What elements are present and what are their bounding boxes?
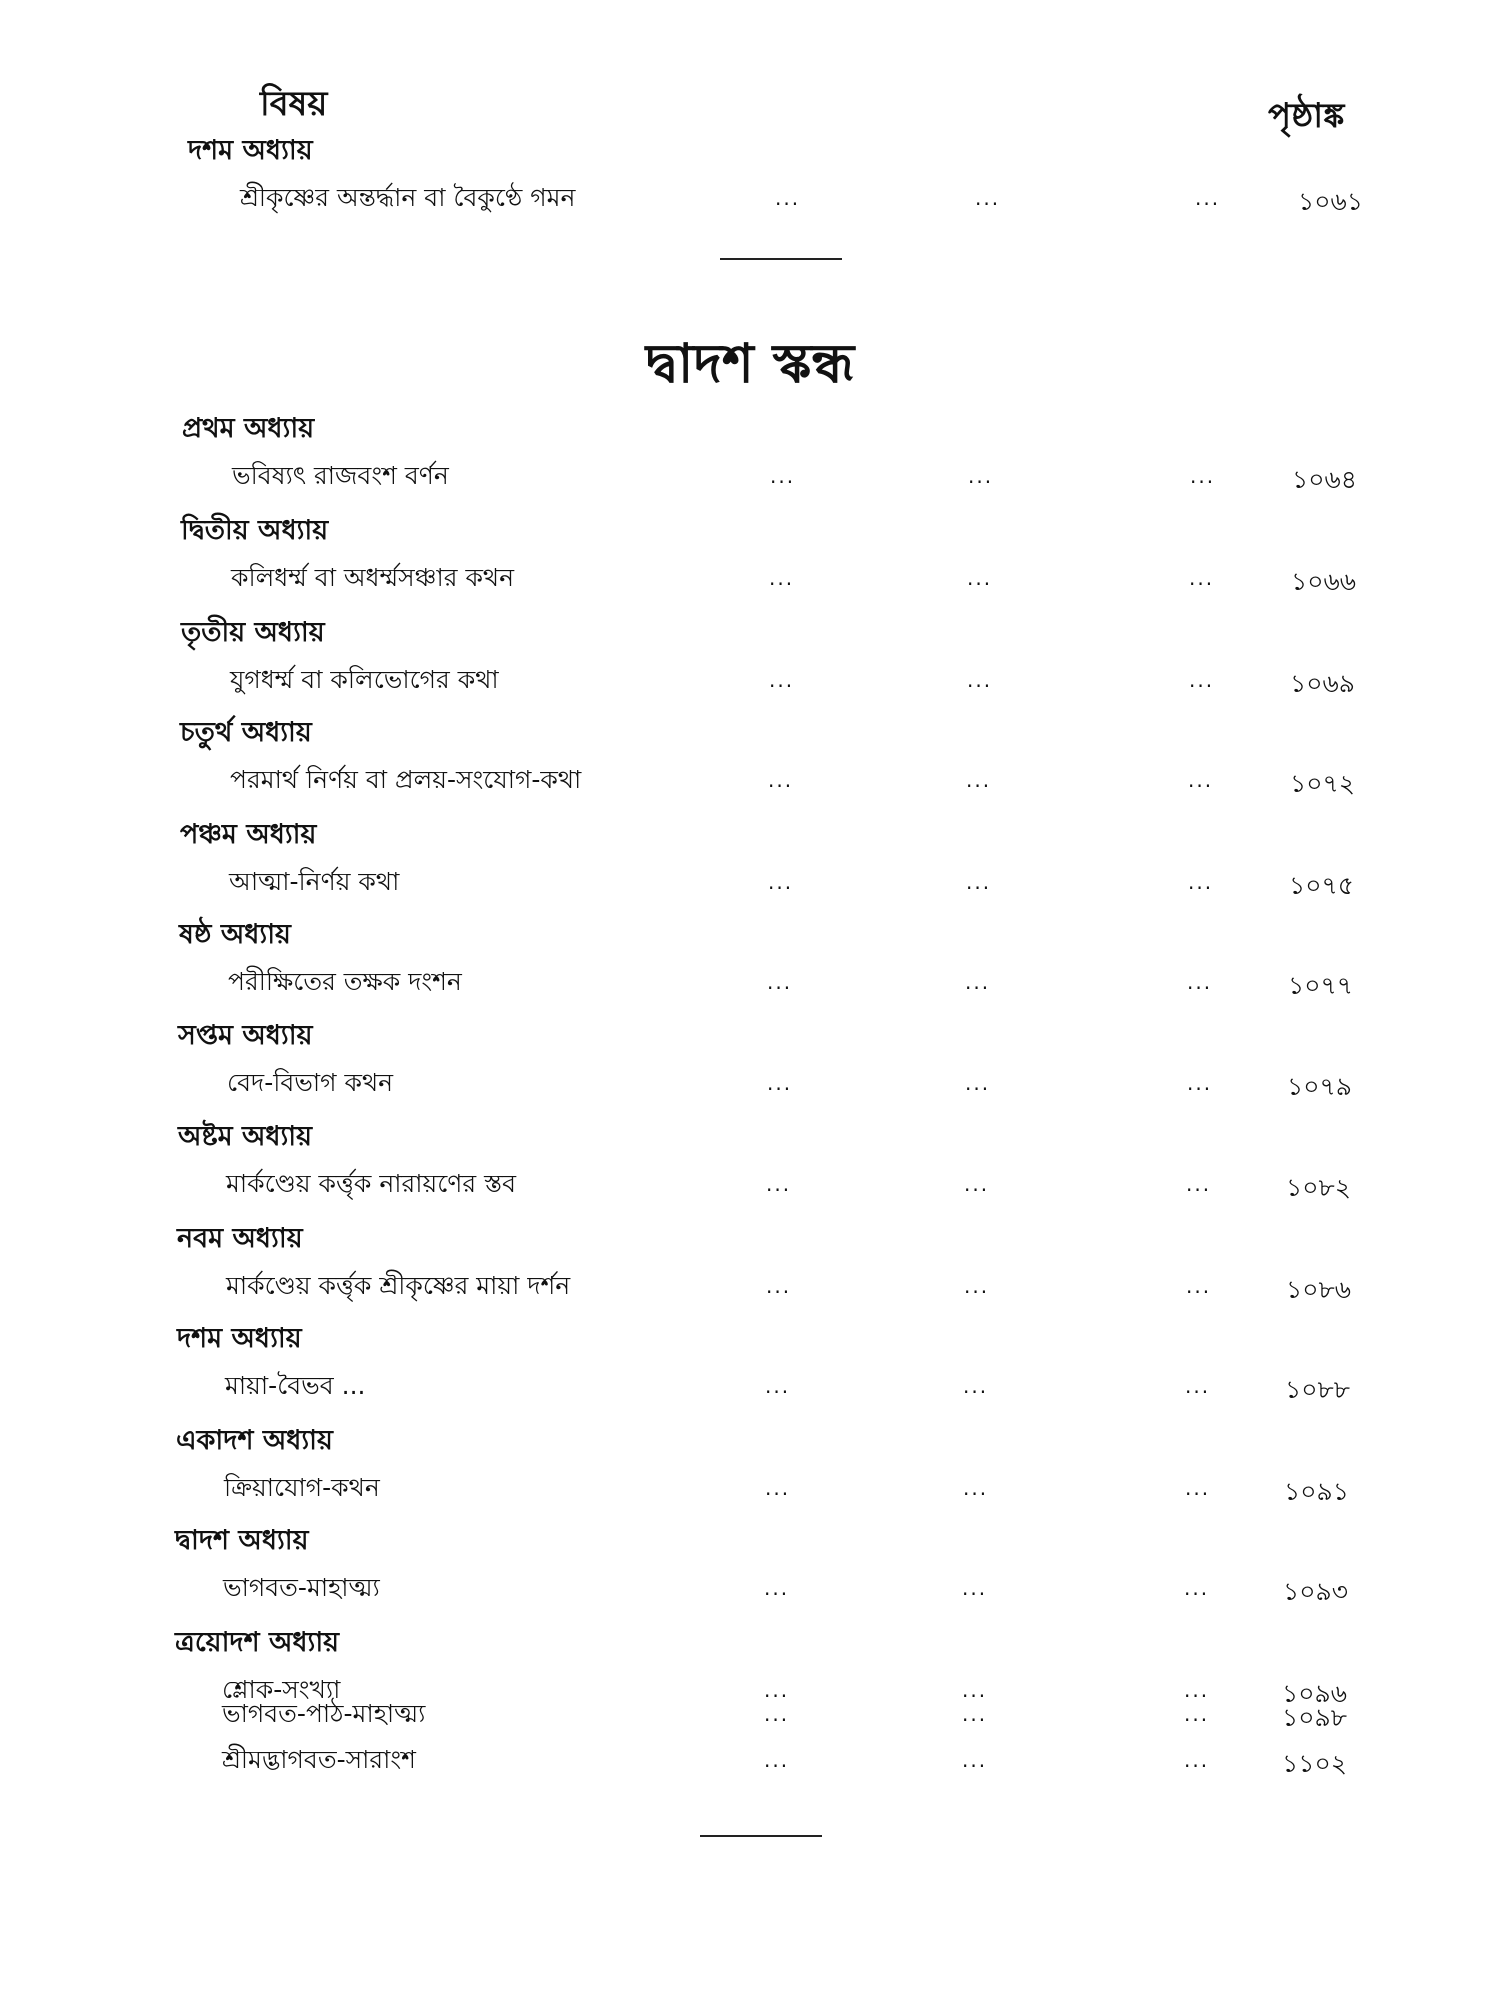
dot-leader: ... xyxy=(964,1172,990,1196)
toc-entry-text: মার্কণ্ডেয় কর্ত্তৃক নারায়ণের স্তব xyxy=(226,1169,516,1198)
dot-leader: ... xyxy=(967,668,993,692)
dot-leader: ... xyxy=(770,464,796,488)
chapter-title: দশম অধ্যায় xyxy=(188,135,313,166)
chapter-title: প্রথম অধ্যায় xyxy=(182,413,315,444)
dot-leader: ... xyxy=(975,186,1001,210)
toc-entry-text: শ্রীকৃষ্ণের অন্তর্দ্ধান বা বৈকুণ্ঠে গমন xyxy=(240,183,576,212)
dot-leader: ... xyxy=(967,566,993,590)
dot-leader: ... xyxy=(1188,870,1214,894)
toc-entry-text: বেদ-বিভাগ কথন xyxy=(227,1068,394,1097)
dot-leader: ... xyxy=(1186,1172,1212,1196)
dot-leader: ... xyxy=(764,1576,790,1600)
chapter-title: অষ্টম অধ্যায় xyxy=(178,1121,313,1152)
dot-leader: ... xyxy=(964,1274,990,1298)
page-number: ১০৭২ xyxy=(1290,769,1355,798)
page-number: ১০৯৮ xyxy=(1282,1703,1347,1732)
dot-leader: ... xyxy=(769,566,795,590)
dot-leader: ... xyxy=(1189,668,1215,692)
page-number: ১০৯৩ xyxy=(1283,1577,1348,1606)
toc-entry-text: শ্রীমদ্ভাগবত-সারাংশ xyxy=(222,1745,416,1774)
dot-leader: ... xyxy=(768,870,794,894)
section-title: দ্বাদশ স্কন্ধ xyxy=(645,332,855,395)
dot-leader: ... xyxy=(962,1576,988,1600)
dot-leader: ... xyxy=(1185,1476,1211,1500)
dot-leader: ... xyxy=(1185,1374,1211,1398)
dot-leader: ... xyxy=(965,970,991,994)
chapter-title: নবম অধ্যায় xyxy=(177,1223,303,1254)
chapter-title: একাদশ অধ্যায় xyxy=(176,1425,333,1456)
dot-leader: ... xyxy=(767,970,793,994)
dot-leader: ... xyxy=(962,1678,988,1702)
chapter-title: সপ্তম অধ্যায় xyxy=(178,1020,313,1051)
dot-leader: ... xyxy=(1184,1678,1210,1702)
dot-leader: ... xyxy=(962,1748,988,1772)
toc-entry-text: ভবিষ্যৎ রাজবংশ বর্ণন xyxy=(232,461,449,490)
dot-leader: ... xyxy=(1184,1748,1210,1772)
toc-entry-text: পরীক্ষিতের তক্ষক দংশন xyxy=(228,967,462,996)
dot-leader: ... xyxy=(764,1702,790,1726)
page-number: ১০৬৬ xyxy=(1291,567,1356,596)
dot-leader: ... xyxy=(1190,464,1216,488)
dot-leader: ... xyxy=(965,1071,991,1095)
toc-entry-text: কলিধর্ম্ম বা অধর্ম্মসঞ্চার কথন xyxy=(231,563,515,592)
dot-leader: ... xyxy=(1184,1702,1210,1726)
page-number: ১০৮২ xyxy=(1286,1173,1351,1202)
dot-leader: ... xyxy=(775,186,801,210)
dot-leader: ... xyxy=(963,1476,989,1500)
page-number: ১০৮৮ xyxy=(1285,1375,1350,1404)
dot-leader: ... xyxy=(1188,768,1214,792)
toc-entry-text: আত্মা-নির্ণয় কথা xyxy=(229,867,400,896)
page-column-header: পৃষ্ঠাঙ্ক xyxy=(1268,96,1345,136)
chapter-title: তৃতীয় অধ্যায় xyxy=(181,617,325,648)
toc-entry-text: মায়া-বৈভব ... xyxy=(225,1371,366,1400)
toc-entry-text: পরমার্থ নির্ণয় বা প্রলয়-সংযোগ-কথা xyxy=(230,765,582,794)
page-number: ১০৬৯ xyxy=(1290,669,1355,698)
page-number: ১০৯৬ xyxy=(1282,1679,1347,1708)
dot-leader: ... xyxy=(765,1374,791,1398)
dot-leader: ... xyxy=(966,870,992,894)
dot-leader: ... xyxy=(963,1374,989,1398)
dot-leader: ... xyxy=(766,1274,792,1298)
toc-entry-text: ভাগবত-পাঠ-মাহাত্ম্য xyxy=(222,1699,426,1728)
chapter-title: দশম অধ্যায় xyxy=(177,1323,302,1354)
page-number: ১০৬৪ xyxy=(1292,465,1357,494)
subject-column-header: বিষয় xyxy=(260,84,328,124)
toc-entry-text: ভাগবত-মাহাত্ম্য xyxy=(223,1573,380,1602)
dot-leader: ... xyxy=(768,768,794,792)
dot-leader: ... xyxy=(764,1678,790,1702)
dot-leader: ... xyxy=(1186,1274,1212,1298)
page-number: ১০৬১ xyxy=(1298,187,1363,216)
divider-rule xyxy=(700,1835,822,1837)
chapter-title: দ্বাদশ অধ্যায় xyxy=(175,1525,309,1556)
chapter-title: চতুর্থ অধ্যায় xyxy=(180,717,312,748)
dot-leader: ... xyxy=(1184,1576,1210,1600)
page-number: ১১০২ xyxy=(1282,1749,1347,1778)
dot-leader: ... xyxy=(769,668,795,692)
chapter-title: পঞ্চম অধ্যায় xyxy=(180,819,317,850)
dot-leader: ... xyxy=(968,464,994,488)
page-number: ১০৭৯ xyxy=(1287,1072,1352,1101)
dot-leader: ... xyxy=(1189,566,1215,590)
toc-entry-text: মার্কণ্ডেয় কর্ত্তৃক শ্রীকৃষ্ণের মায়া দর্শন xyxy=(226,1271,571,1300)
dot-leader: ... xyxy=(966,768,992,792)
dot-leader: ... xyxy=(766,1172,792,1196)
dot-leader: ... xyxy=(767,1071,793,1095)
toc-entry-text: যুগধর্ম্ম বা কলিভোগের কথা xyxy=(230,665,499,694)
page-number: ১০৭৫ xyxy=(1289,871,1354,900)
page-number: ১০৭৭ xyxy=(1288,971,1353,1000)
dot-leader: ... xyxy=(764,1748,790,1772)
page-number: ১০৮৬ xyxy=(1286,1275,1351,1304)
chapter-title: ষষ্ঠ অধ্যায় xyxy=(179,919,291,950)
dot-leader: ... xyxy=(1195,186,1221,210)
dot-leader: ... xyxy=(1187,970,1213,994)
page-number: ১০৯১ xyxy=(1284,1477,1349,1506)
dot-leader: ... xyxy=(765,1476,791,1500)
dot-leader: ... xyxy=(1187,1071,1213,1095)
chapter-title: ত্রয়োদশ অধ্যায় xyxy=(175,1627,340,1658)
dot-leader: ... xyxy=(962,1702,988,1726)
toc-entry-text: ক্রিয়াযোগ-কথন xyxy=(224,1473,380,1502)
chapter-title: দ্বিতীয় অধ্যায় xyxy=(181,515,329,546)
toc-entry-text: শ্লোক-সংখ্যা xyxy=(222,1675,341,1704)
